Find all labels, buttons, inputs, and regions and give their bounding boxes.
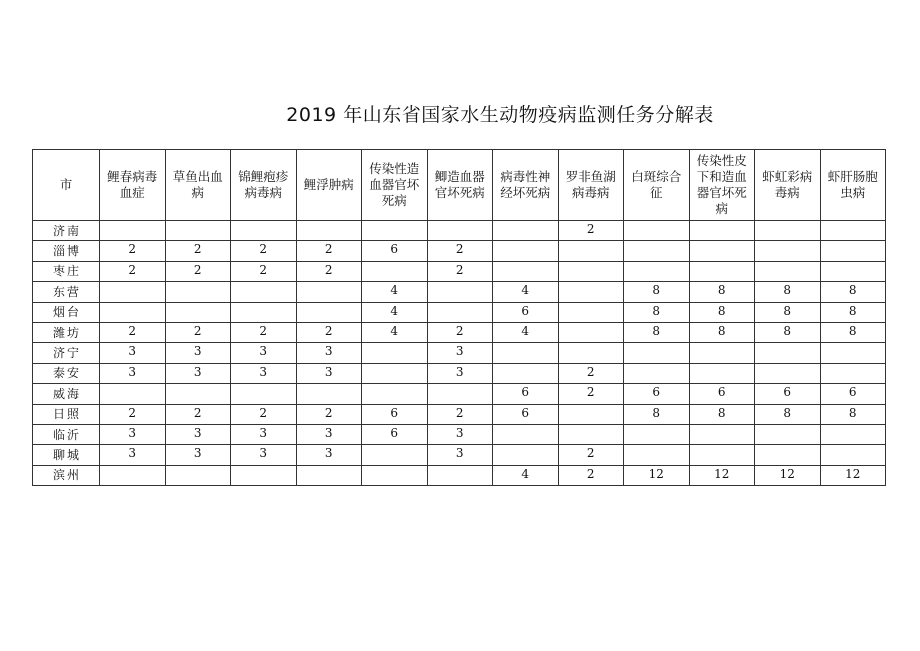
task-count-cell <box>427 302 493 322</box>
column-header <box>100 150 166 221</box>
city-name-cell: 临沂 <box>33 424 100 444</box>
task-count-cell: 6 <box>493 384 559 404</box>
task-count-cell: 2 <box>296 322 362 342</box>
task-count-cell <box>427 282 493 302</box>
city-name-cell: 聊城 <box>33 445 100 465</box>
task-count-cell <box>296 282 362 302</box>
column-header-label: 虾肝肠胞虫病 <box>827 169 878 200</box>
task-count-cell: 8 <box>689 282 755 302</box>
task-count-cell: 3 <box>100 424 166 444</box>
task-count-cell: 2 <box>231 404 297 424</box>
task-count-cell: 8 <box>624 282 690 302</box>
task-count-cell: 6 <box>493 302 559 322</box>
task-count-cell <box>755 261 821 281</box>
task-count-cell <box>493 241 559 261</box>
task-count-cell: 2 <box>165 241 231 261</box>
task-count-cell: 3 <box>427 424 493 444</box>
column-header-label: 鲤春病毒血症 <box>107 169 158 200</box>
task-count-cell <box>427 384 493 404</box>
task-count-cell <box>296 221 362 241</box>
task-count-cell: 3 <box>100 363 166 383</box>
column-header-label: 锦鲤疱疹病毒病 <box>238 169 289 200</box>
table-row <box>33 241 886 261</box>
task-count-cell <box>689 445 755 465</box>
task-count-cell <box>493 261 559 281</box>
task-count-cell: 8 <box>820 404 886 424</box>
task-count-cell <box>362 465 428 485</box>
city-name-cell: 泰安 <box>33 363 100 383</box>
task-count-cell: 6 <box>493 404 559 424</box>
task-count-cell <box>231 465 297 485</box>
task-count-cell <box>558 424 624 444</box>
task-count-cell: 4 <box>493 282 559 302</box>
city-name-cell: 潍坊 <box>33 322 100 342</box>
task-count-cell <box>624 445 690 465</box>
column-header-label: 白斑综合征 <box>631 169 682 200</box>
column-header <box>427 150 493 221</box>
task-count-cell: 2 <box>165 261 231 281</box>
task-count-cell <box>100 282 166 302</box>
task-count-cell <box>296 384 362 404</box>
task-count-cell <box>100 465 166 485</box>
table-body <box>33 221 886 486</box>
task-count-cell <box>165 302 231 322</box>
task-count-cell <box>820 363 886 383</box>
task-count-cell <box>165 384 231 404</box>
task-count-cell: 2 <box>165 404 231 424</box>
task-count-cell: 3 <box>296 424 362 444</box>
city-name-cell: 东营 <box>33 282 100 302</box>
task-count-cell: 2 <box>231 261 297 281</box>
table-row <box>33 221 886 241</box>
city-name-cell: 济南 <box>33 221 100 241</box>
task-count-cell: 3 <box>231 363 297 383</box>
task-count-cell <box>362 384 428 404</box>
task-count-cell: 3 <box>165 424 231 444</box>
task-count-cell: 3 <box>231 445 297 465</box>
task-count-cell: 3 <box>100 343 166 363</box>
task-count-cell: 2 <box>231 322 297 342</box>
task-count-cell <box>820 445 886 465</box>
task-count-cell <box>231 221 297 241</box>
task-count-cell <box>558 282 624 302</box>
column-header-label: 鲫造血器官坏死病 <box>434 169 485 200</box>
task-count-cell: 2 <box>558 384 624 404</box>
task-count-cell: 2 <box>558 363 624 383</box>
task-count-cell: 8 <box>624 322 690 342</box>
task-count-cell: 8 <box>755 302 821 322</box>
task-count-cell <box>427 221 493 241</box>
task-count-cell <box>165 282 231 302</box>
task-count-cell: 6 <box>362 404 428 424</box>
task-count-cell: 8 <box>820 282 886 302</box>
table-row <box>33 445 886 465</box>
task-count-cell <box>689 221 755 241</box>
column-header <box>820 150 886 221</box>
column-header-label: 鲤浮肿病 <box>303 177 354 192</box>
column-header-city <box>33 150 100 221</box>
column-header-label: 传染性造血器官坏死病 <box>369 161 420 208</box>
task-count-cell: 12 <box>820 465 886 485</box>
task-count-cell: 3 <box>296 445 362 465</box>
task-count-cell <box>493 343 559 363</box>
task-count-cell <box>820 424 886 444</box>
task-count-cell <box>427 465 493 485</box>
task-count-cell <box>100 302 166 322</box>
city-name-cell: 济宁 <box>33 343 100 363</box>
city-name-cell: 枣庄 <box>33 261 100 281</box>
task-count-cell: 2 <box>100 261 166 281</box>
task-count-cell: 12 <box>624 465 690 485</box>
table-row <box>33 384 886 404</box>
task-count-cell <box>689 343 755 363</box>
city-name-cell: 淄博 <box>33 241 100 261</box>
task-count-cell: 2 <box>427 404 493 424</box>
task-count-cell: 8 <box>755 404 821 424</box>
task-count-cell <box>362 363 428 383</box>
task-count-cell <box>165 221 231 241</box>
task-count-cell <box>755 343 821 363</box>
column-header <box>296 150 362 221</box>
task-count-cell: 12 <box>689 465 755 485</box>
table-row <box>33 282 886 302</box>
table-row <box>33 363 886 383</box>
task-count-cell: 8 <box>820 322 886 342</box>
task-count-cell: 2 <box>100 404 166 424</box>
task-count-cell <box>362 445 428 465</box>
task-count-cell <box>820 241 886 261</box>
task-count-cell: 2 <box>100 241 166 261</box>
task-count-cell <box>558 322 624 342</box>
task-count-cell: 4 <box>493 322 559 342</box>
task-count-cell <box>493 363 559 383</box>
task-count-cell <box>755 363 821 383</box>
task-count-cell <box>755 241 821 261</box>
task-count-cell <box>820 261 886 281</box>
table-row <box>33 404 886 424</box>
task-count-cell: 3 <box>296 343 362 363</box>
task-count-cell <box>689 241 755 261</box>
task-table <box>32 149 886 486</box>
page-title: 2019 年山东省国家水生动物疫病监测任务分解表 <box>286 104 714 126</box>
task-count-cell: 3 <box>165 363 231 383</box>
task-count-cell: 4 <box>362 282 428 302</box>
task-count-cell: 8 <box>624 404 690 424</box>
task-count-cell <box>624 241 690 261</box>
task-count-cell: 6 <box>755 384 821 404</box>
task-count-cell: 2 <box>296 241 362 261</box>
task-count-cell <box>296 302 362 322</box>
task-count-cell: 3 <box>100 445 166 465</box>
table-header-row <box>33 150 886 221</box>
task-count-cell: 6 <box>362 424 428 444</box>
task-count-cell: 2 <box>427 322 493 342</box>
task-count-cell <box>624 221 690 241</box>
task-count-cell: 8 <box>689 404 755 424</box>
task-count-cell: 6 <box>362 241 428 261</box>
table-row <box>33 261 886 281</box>
task-count-cell: 3 <box>427 363 493 383</box>
task-count-cell: 8 <box>820 302 886 322</box>
task-count-cell: 2 <box>427 241 493 261</box>
task-count-cell <box>362 343 428 363</box>
task-count-cell <box>689 424 755 444</box>
task-count-cell <box>362 221 428 241</box>
column-header <box>689 150 755 221</box>
city-name-cell: 烟台 <box>33 302 100 322</box>
task-count-cell <box>755 424 821 444</box>
task-count-cell: 8 <box>689 302 755 322</box>
task-count-cell <box>100 384 166 404</box>
task-count-cell: 4 <box>362 302 428 322</box>
task-count-cell: 2 <box>165 322 231 342</box>
task-count-cell <box>689 363 755 383</box>
column-header <box>558 150 624 221</box>
task-count-cell <box>624 343 690 363</box>
column-header <box>231 150 297 221</box>
task-count-cell <box>624 424 690 444</box>
task-count-cell <box>493 445 559 465</box>
task-count-cell: 2 <box>558 221 624 241</box>
task-count-cell: 8 <box>755 322 821 342</box>
task-count-cell <box>296 465 362 485</box>
column-header-label: 病毒性神经坏死病 <box>500 169 551 200</box>
task-count-cell <box>820 343 886 363</box>
task-count-cell: 6 <box>624 384 690 404</box>
city-name-cell: 日照 <box>33 404 100 424</box>
task-count-cell <box>100 221 166 241</box>
table-row <box>33 424 886 444</box>
task-count-cell: 3 <box>427 445 493 465</box>
task-count-cell: 2 <box>231 241 297 261</box>
column-header-label: 草鱼出血病 <box>172 169 223 200</box>
column-header-label: 虾虹彩病毒病 <box>762 169 813 200</box>
task-count-cell: 4 <box>493 465 559 485</box>
task-count-cell: 3 <box>231 424 297 444</box>
column-header <box>493 150 559 221</box>
column-header-label: 传染性皮下和造血器官坏死病 <box>696 153 747 216</box>
city-name-cell: 威海 <box>33 384 100 404</box>
task-count-cell: 2 <box>558 445 624 465</box>
task-count-cell <box>362 261 428 281</box>
task-count-cell <box>755 445 821 465</box>
column-header-label: 市 <box>59 177 73 192</box>
task-count-cell <box>689 261 755 281</box>
task-count-cell: 3 <box>231 343 297 363</box>
task-count-cell <box>558 343 624 363</box>
task-count-cell <box>558 241 624 261</box>
task-count-cell: 6 <box>689 384 755 404</box>
task-count-cell <box>558 404 624 424</box>
task-count-cell <box>165 465 231 485</box>
task-count-cell <box>558 302 624 322</box>
task-count-cell <box>231 384 297 404</box>
task-count-cell: 8 <box>624 302 690 322</box>
task-count-cell <box>231 282 297 302</box>
column-header <box>755 150 821 221</box>
table-row <box>33 322 886 342</box>
task-count-cell: 3 <box>427 343 493 363</box>
task-count-cell <box>820 221 886 241</box>
task-count-cell <box>493 221 559 241</box>
task-count-cell: 3 <box>165 445 231 465</box>
column-header <box>362 150 428 221</box>
task-count-cell: 2 <box>427 261 493 281</box>
task-count-cell <box>624 261 690 281</box>
task-count-cell <box>231 302 297 322</box>
column-header <box>624 150 690 221</box>
task-count-cell: 12 <box>755 465 821 485</box>
task-count-cell: 2 <box>100 322 166 342</box>
task-count-cell: 8 <box>755 282 821 302</box>
task-count-cell: 3 <box>296 363 362 383</box>
task-count-cell: 2 <box>558 465 624 485</box>
table-row <box>33 465 886 485</box>
task-count-cell <box>624 363 690 383</box>
task-count-cell: 3 <box>165 343 231 363</box>
task-count-cell: 8 <box>689 322 755 342</box>
table-row <box>33 302 886 322</box>
city-name-cell: 滨州 <box>33 465 100 485</box>
table-row <box>33 343 886 363</box>
task-count-cell: 4 <box>362 322 428 342</box>
task-count-cell: 2 <box>296 404 362 424</box>
task-count-cell <box>558 261 624 281</box>
task-count-cell <box>755 221 821 241</box>
task-count-cell: 2 <box>296 261 362 281</box>
task-count-cell <box>493 424 559 444</box>
column-header-label: 罗非鱼湖病毒病 <box>565 169 616 200</box>
column-header <box>165 150 231 221</box>
task-count-cell: 6 <box>820 384 886 404</box>
